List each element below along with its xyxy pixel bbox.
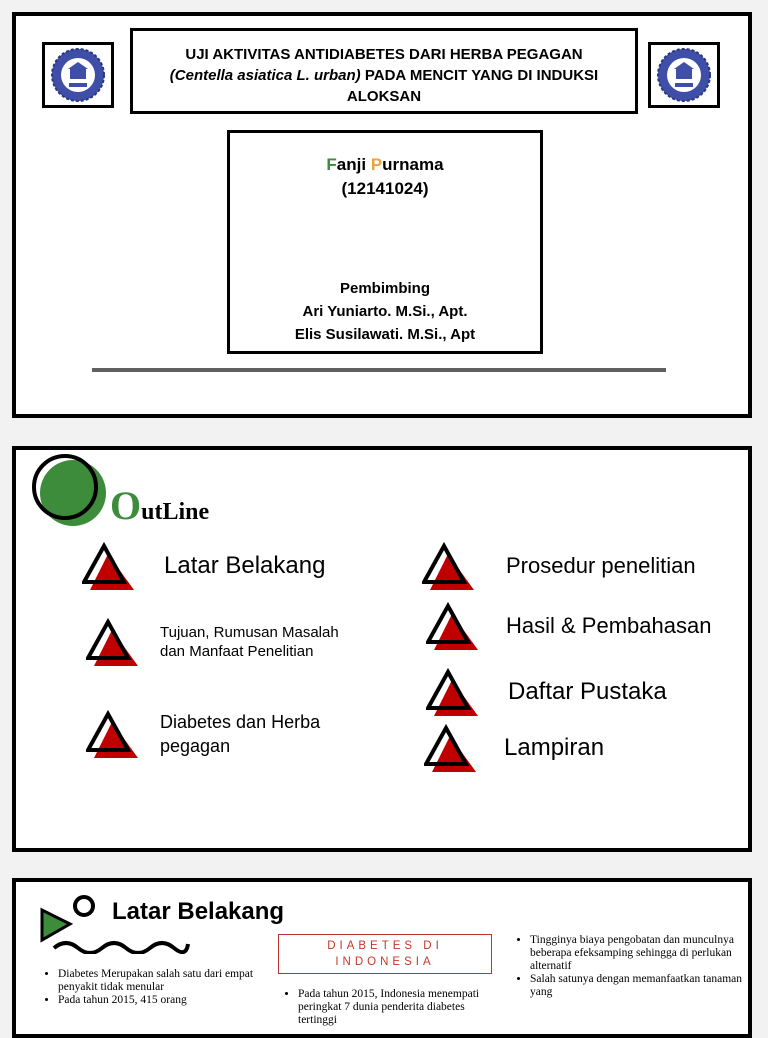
ring-decoration [32, 454, 98, 520]
species-name: (Centella asiatica L. urban) [169, 67, 361, 84]
column-1-bullets [34, 968, 268, 1007]
advisor-1: Ari Yuniarto. M.Si., Apt. [302, 303, 468, 320]
seal-icon [48, 47, 108, 103]
title-line-2-rest: PADA MENCIT YANG DI INDUKSI [360, 67, 599, 84]
title-line-1: UJI AKTIVITAS ANTIDIABETES DARI HERBA PEGAGAN [185, 46, 583, 63]
triangle-bullet-icon [82, 540, 138, 592]
seal-icon [654, 47, 714, 103]
triangle-bullet-icon [426, 600, 482, 652]
student-id: (12141024) [341, 179, 429, 198]
list-item: • Pada tahun 2015, 415 orang [58, 994, 268, 1007]
advisor-2: Elis Susilawati. M.Si., Apt [294, 326, 476, 343]
thesis-title [130, 28, 638, 114]
outline-item-daftar-pustaka: Daftar Pustaka [426, 666, 667, 718]
triangle-bullet-icon [86, 616, 142, 668]
triangle-bullet-icon [422, 540, 478, 592]
outline-title: OutLine [110, 483, 210, 528]
title-line-3: ALOKSAN [346, 88, 422, 105]
author-box [227, 130, 543, 354]
divider [92, 368, 666, 372]
list-item: • Salah satunya dengan memanfaatkan tanaman yang [530, 973, 750, 999]
triangle-bullet-icon [426, 666, 482, 718]
outline-item-prosedur: Prosedur penelitian [422, 540, 696, 592]
advisor-label: Pembimbing [339, 280, 430, 297]
outline-item-hasil: Hasil & Pembahasan [426, 600, 711, 652]
list-item: • Tingginya biaya pengobatan dan munculnya beberapa efeksamping sehingga di perlukan alternatif [530, 934, 750, 973]
column-2-bullets [274, 988, 498, 1027]
title-slide [12, 12, 752, 418]
outline-item-diabetes: Diabetes dan Herba pegagan [86, 708, 320, 760]
outline-item-latar-belakang: Latar Belakang [82, 540, 325, 592]
institution-logo-right [648, 42, 720, 108]
background-slide [12, 878, 752, 1038]
outline-item-tujuan: Tujuan, Rumusan Masalah dan Manfaat Penelitian [86, 616, 339, 668]
list-item: • Pada tahun 2015, Indonesia menempati peringkat 7 dunia penderita diabetes tertinggi [298, 988, 498, 1027]
diabetes-indonesia-box: DIABETES DI INDONESIA [278, 934, 492, 974]
title-line-2 [133, 65, 635, 86]
author-name: Fanji Purnama [326, 155, 444, 174]
outline-item-lampiran: Lampiran [424, 722, 604, 774]
triangle-bullet-icon [424, 722, 480, 774]
column-3-bullets [506, 934, 750, 999]
outline-slide [12, 446, 752, 852]
triangle-bullet-icon [86, 708, 142, 760]
list-item: • Diabetes Merupakan salah satu dari empat penyakit tidak menular [58, 968, 268, 994]
institution-logo-left [42, 42, 114, 108]
advisor-block [230, 277, 540, 346]
section-title: Latar Belakang [112, 898, 285, 925]
